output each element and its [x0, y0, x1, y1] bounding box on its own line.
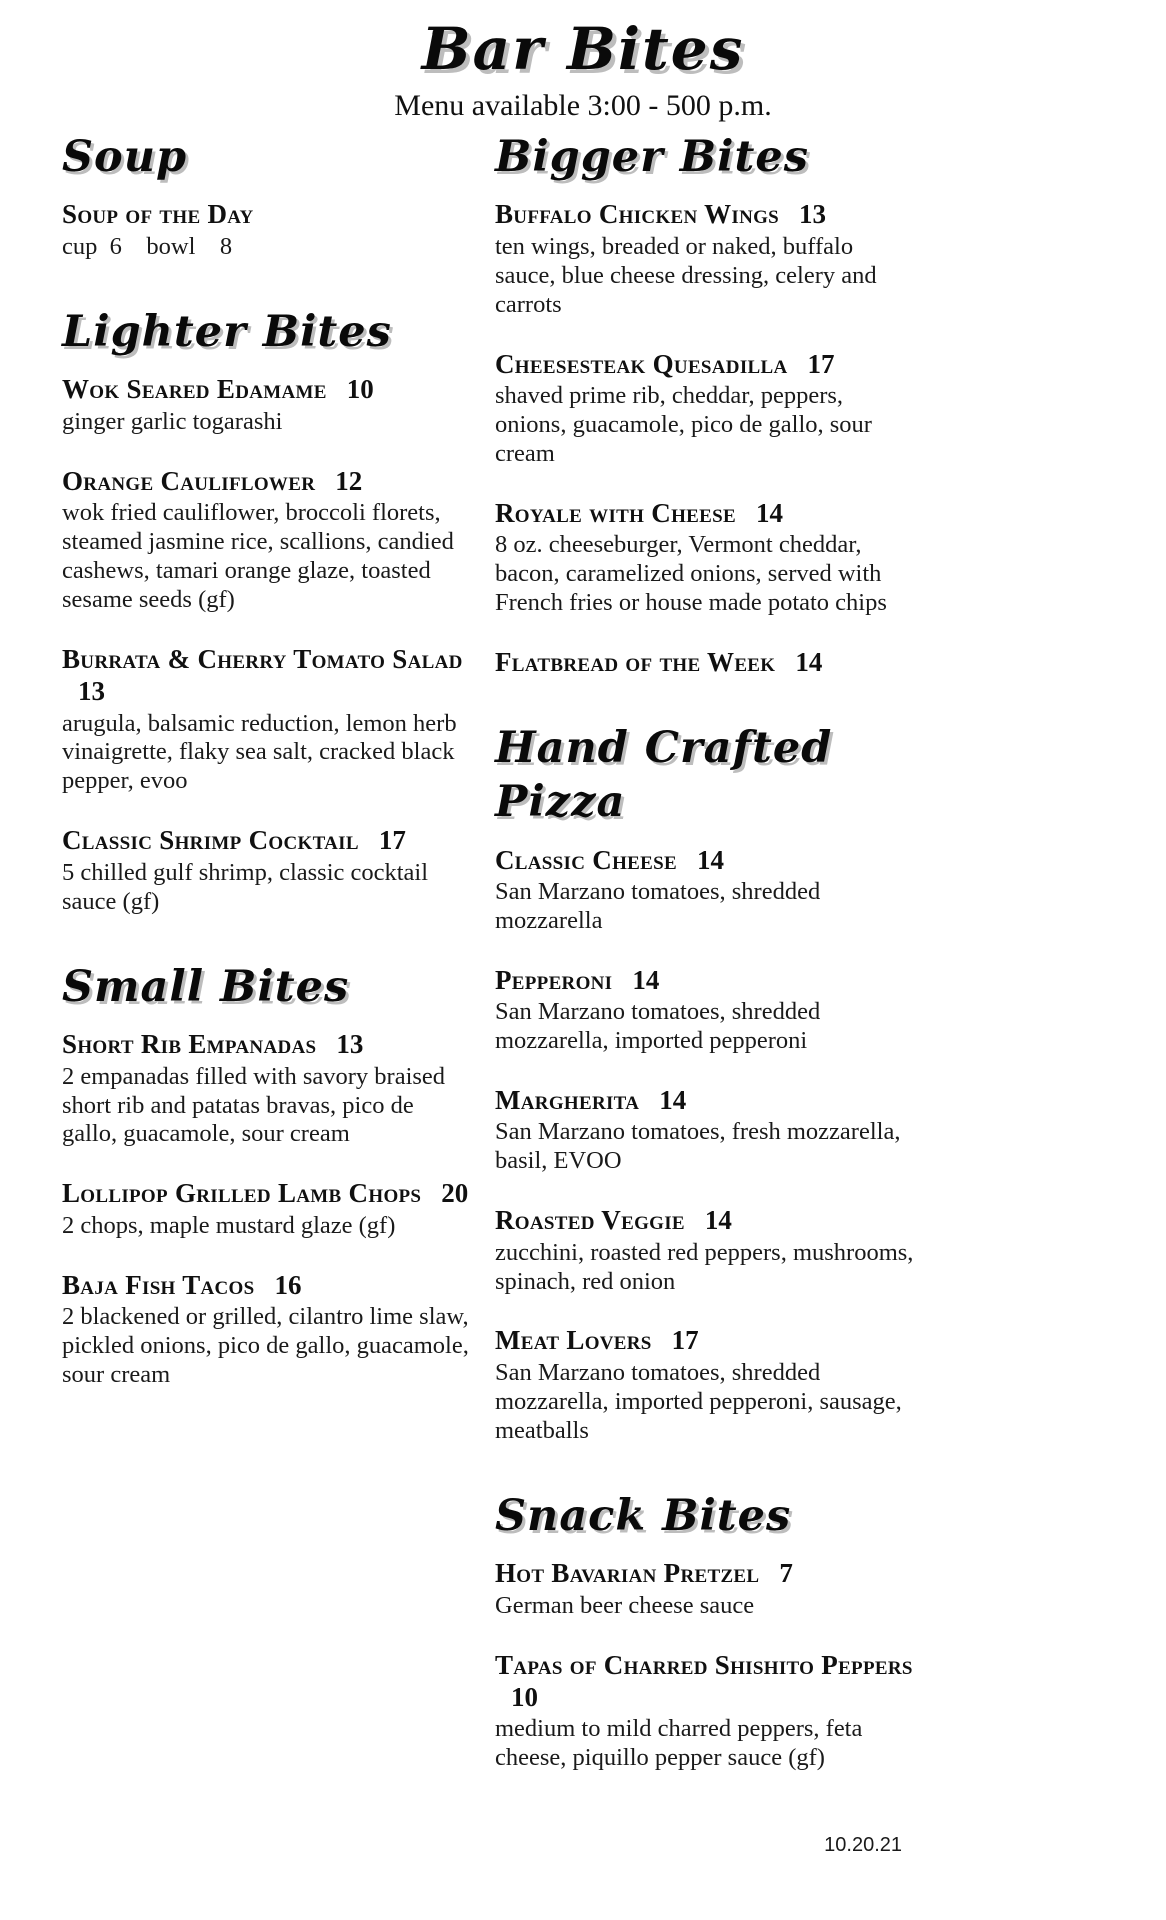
left-column	[62, 131, 474, 1818]
section-hand-crafted-pizza	[495, 722, 919, 1445]
item-name: Burrata & Cherry Tomato Salad	[62, 643, 463, 674]
item-name: Flatbread of the Week	[495, 646, 776, 677]
menu-item-short-rib-empanadas	[62, 1028, 474, 1149]
menu-item-classic-shrimp-cocktail	[62, 824, 474, 916]
section-heading-small-bites: Small Bites	[62, 961, 350, 1012]
item-name: Margherita	[495, 1085, 640, 1116]
item-name: Royale with Cheese	[495, 497, 736, 528]
menu-item-baja-fish-tacos	[62, 1269, 474, 1390]
item-description: zucchini, roasted red peppers, mushrooms, spinach, red onion	[495, 1238, 920, 1295]
item-name: Wok Seared Edamame	[62, 374, 327, 405]
item-price: 14	[755, 497, 783, 528]
section-heading-snack-bites: Snack Bites	[495, 1490, 792, 1541]
item-name: Buffalo Chicken Wings	[495, 199, 780, 230]
item-price: 14	[795, 646, 823, 677]
item-description: medium to mild charred peppers, feta cheese, piquillo pepper sauce (gf)	[495, 1715, 869, 1772]
item-name: Meat Lovers	[495, 1325, 652, 1356]
section-heading-hand-crafted-pizza: Hand Crafted Pizza	[495, 723, 833, 827]
menu-item-lollipop-grilled-lamb-chops	[62, 1177, 474, 1240]
item-name: Pepperoni	[495, 964, 613, 995]
section-soup	[62, 131, 474, 262]
item-price: 10	[346, 374, 374, 405]
section-lighter-bites	[62, 306, 474, 917]
menu-item-margherita	[495, 1084, 919, 1176]
menu-item-hot-bavarian-pretzel	[495, 1557, 919, 1620]
right-column	[495, 131, 919, 1818]
item-price: 10	[511, 1682, 538, 1713]
menu-item-cheesesteak-quesadilla	[495, 348, 919, 469]
item-price: 17	[378, 825, 406, 856]
item-description: German beer cheese sauce	[495, 1591, 755, 1619]
menu-header	[0, 0, 1166, 123]
item-price: 13	[336, 1029, 364, 1060]
item-description: ginger garlic togarashi	[62, 407, 283, 435]
item-description: 8 oz. cheeseburger, Vermont cheddar, bacon, caramelized onions, served with French fries or house made potato chips	[495, 531, 888, 616]
item-price: 20	[441, 1178, 469, 1209]
menu-item-classic-cheese	[495, 844, 919, 936]
item-name: Cheesesteak Quesadilla	[495, 348, 788, 379]
item-price: 17	[671, 1325, 699, 1356]
item-description: cup 6 bowl 8	[62, 232, 233, 260]
item-name: Baja Fish Tacos	[62, 1269, 255, 1300]
menu-item-orange-cauliflower	[62, 465, 474, 615]
item-name: Orange Cauliflower	[62, 465, 316, 496]
item-price: 16	[274, 1269, 302, 1300]
section-snack-bites	[495, 1490, 919, 1774]
item-price: 14	[632, 964, 660, 995]
item-price: 14	[704, 1205, 732, 1236]
item-description: 5 chilled gulf shrimp, classic cocktail sauce (gf)	[62, 858, 435, 915]
item-description: shaved prime rib, cheddar, peppers, onions, guacamole, pico de gallo, sour cream	[495, 381, 879, 467]
menu-item-flatbread-of-the-week	[495, 646, 919, 678]
item-price: 14	[659, 1085, 687, 1116]
item-price: 14	[696, 844, 724, 875]
item-description: ten wings, breaded or naked, buffalo sauce, blue cheese dressing, celery and carrots	[495, 232, 883, 318]
section-bigger-bites	[495, 131, 919, 678]
menu-item-tapas-of-charred-shishito-peppers	[495, 1649, 919, 1774]
menu-revision-date: 10.20.21	[824, 1834, 902, 1856]
item-name: Short Rib Empanadas	[62, 1029, 317, 1060]
item-name: Soup of the Day	[62, 199, 254, 230]
menu-item-burrata-cherry-tomato-salad	[62, 643, 474, 797]
item-description: arugula, balsamic reduction, lemon herb vinaigrette, flaky sea salt, cracked black pepper, evoo	[62, 709, 463, 795]
menu-item-royale-with-cheese	[495, 497, 919, 618]
item-price: 7	[779, 1558, 793, 1589]
section-heading-bigger-bites: Bigger Bites	[495, 131, 809, 182]
item-description: San Marzano tomatoes, fresh mozzarella, basil, EVOO	[495, 1118, 907, 1175]
item-name: Roasted Veggie	[495, 1205, 685, 1236]
menu-item-wok-seared-edamame	[62, 373, 474, 436]
item-price: 13	[799, 199, 827, 230]
item-price: 13	[78, 676, 105, 707]
item-description: San Marzano tomatoes, shredded mozzarella, imported pepperoni	[495, 998, 827, 1055]
menu-item-pepperoni	[495, 964, 919, 1056]
menu-title: Bar Bites	[421, 15, 745, 83]
menu-item-meat-lovers	[495, 1324, 919, 1445]
menu-columns	[0, 131, 1166, 1818]
item-price: 12	[335, 465, 363, 496]
menu-item-buffalo-chicken-wings	[495, 198, 919, 319]
item-price: 17	[807, 348, 835, 379]
section-small-bites	[62, 961, 474, 1390]
item-description: 2 empanadas filled with savory braised short rib and patatas bravas, pico de gallo, guacamole, sour cream	[62, 1062, 452, 1148]
section-heading-lighter-bites: Lighter Bites	[62, 306, 392, 357]
item-name: Lollipop Grilled Lamb Chops	[62, 1178, 422, 1209]
item-name: Hot Bavarian Pretzel	[495, 1558, 760, 1589]
menu-item-soup-of-the-day	[62, 198, 474, 261]
item-name: Tapas of Charred Shishito Peppers	[495, 1649, 913, 1680]
item-name: Classic Shrimp Cocktail	[62, 825, 359, 856]
item-description: San Marzano tomatoes, shredded mozzarella, imported pepperoni, sausage, meatballs	[495, 1358, 908, 1444]
section-heading-soup: Soup	[62, 131, 188, 182]
item-description: 2 blackened or grilled, cilantro lime slaw, pickled onions, pico de gallo, guacamole, sour cream	[62, 1303, 475, 1388]
item-name: Classic Cheese	[495, 844, 677, 875]
item-description: 2 chops, maple mustard glaze (gf)	[62, 1211, 396, 1239]
item-description: San Marzano tomatoes, shredded mozzarella	[495, 878, 827, 934]
menu-item-roasted-veggie	[495, 1204, 919, 1296]
menu-subtitle: Menu available 3:00 - 500 p.m.	[394, 88, 772, 122]
item-description: wok fried cauliflower, broccoli florets, steamed jasmine rice, scallions, candied cashews, tamari orange glaze, toasted sesame seeds (gf)	[62, 499, 460, 613]
